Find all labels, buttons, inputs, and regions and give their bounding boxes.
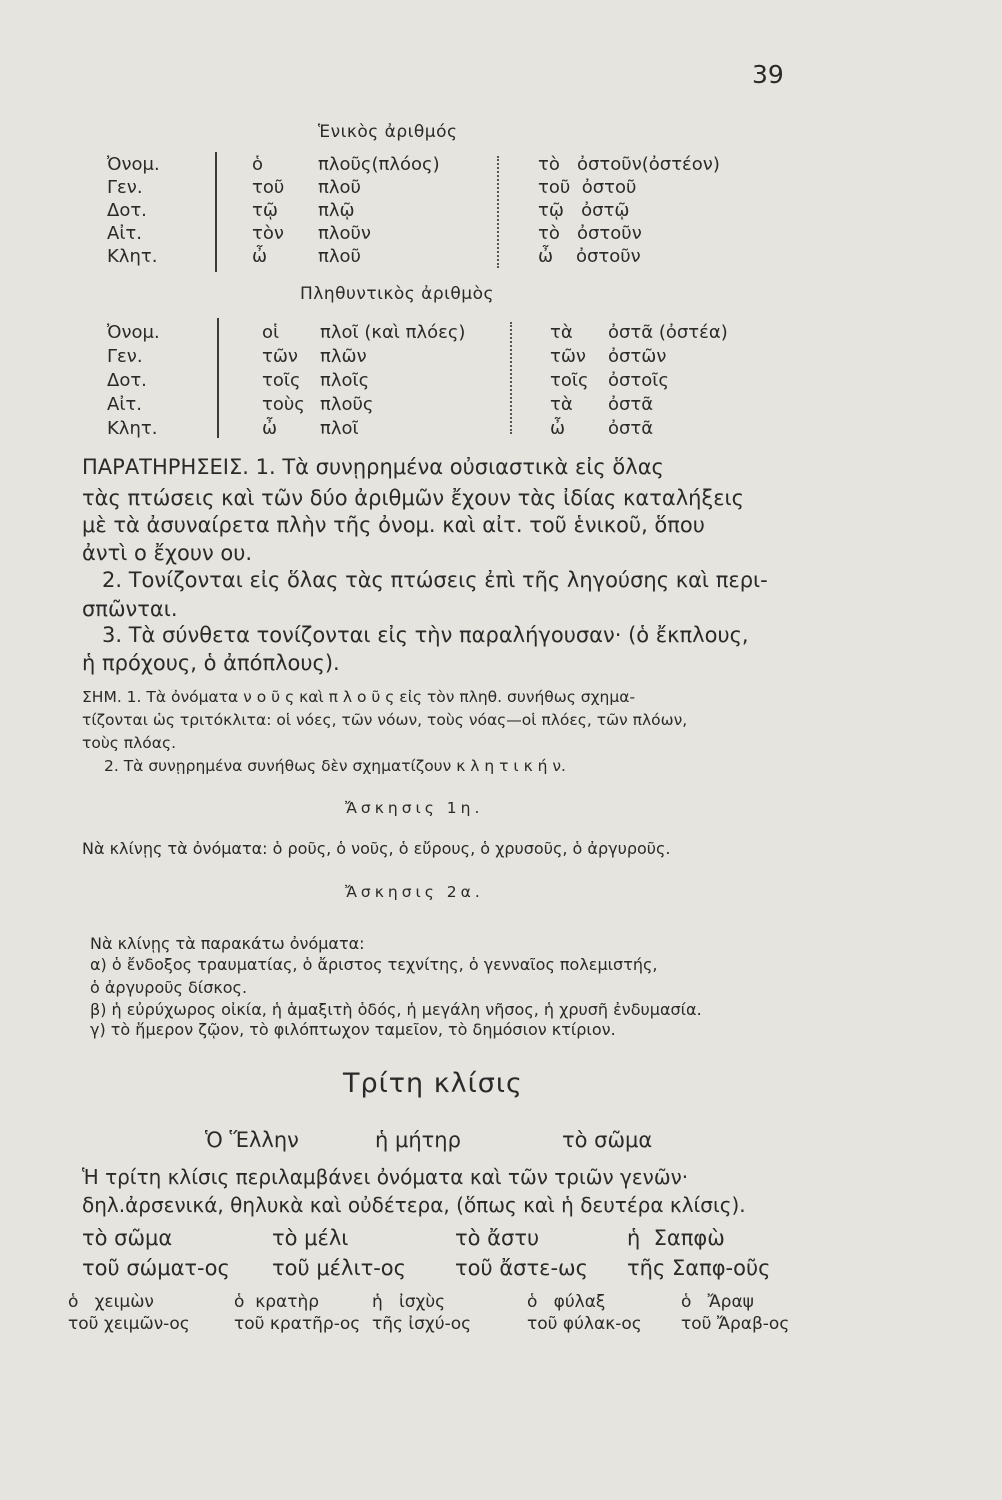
remarks-line: σπῶνται. bbox=[82, 597, 178, 621]
noun-form: πλοῦ bbox=[318, 246, 361, 267]
case-label: Δοτ. bbox=[107, 370, 147, 391]
remarks-line: μὲ τὰ ἀσυναίρετα πλὴν τῆς ὀνομ. καὶ αἰτ. τοῦ ἑνικοῦ, ὅπου bbox=[82, 513, 705, 537]
article: τοῦ bbox=[252, 177, 285, 198]
note-line: τίζονται ὡς τριτόκλιτα: οἱ νόες, τῶν νόων, τοὺς νόας—οἱ πλόες, τῶν πλόων, bbox=[82, 711, 688, 729]
genitive-form: τῆς Σαπφ-οῦς bbox=[627, 1256, 771, 1280]
case-label: Γεν. bbox=[107, 177, 143, 198]
case-label: Δοτ. bbox=[107, 200, 147, 221]
noun-form: ὀστᾶ bbox=[608, 418, 654, 439]
nominative-form: ἡ ἰσχὺς bbox=[372, 1292, 446, 1312]
article: τῷ bbox=[252, 200, 278, 221]
nominative-form: τὸ μέλι bbox=[272, 1226, 349, 1250]
noun-form: πλοῦ bbox=[318, 177, 361, 198]
article: τοῖς bbox=[262, 370, 301, 391]
article: τῶν bbox=[550, 346, 586, 367]
article: ὦ bbox=[252, 246, 268, 267]
article: τὸν bbox=[252, 223, 284, 244]
noun-form: ὀστοῖς bbox=[608, 370, 669, 391]
exercise-2-title: Ἄσκησις 2α. bbox=[345, 883, 484, 901]
article: οἱ bbox=[262, 322, 280, 343]
noun-form: πλοῦς(πλόος) bbox=[318, 154, 440, 175]
noun-form: πλῶν bbox=[320, 346, 367, 367]
article: τὰ bbox=[550, 394, 573, 415]
exercise-line: Νὰ κλίνῃς τὰ παρακάτω ὀνόματα: bbox=[90, 934, 365, 953]
nominative-form: τὸ ἄστυ bbox=[455, 1226, 540, 1250]
example-word: Ὁ Ἕλλην bbox=[205, 1128, 299, 1152]
example-word: ἡ μήτηρ bbox=[375, 1128, 461, 1152]
remarks-line: 2. Τονίζονται εἰς ὅλας τὰς πτώσεις ἐπὶ τῆς ληγούσης καὶ περι- bbox=[102, 568, 768, 592]
nominative-form: ὁ κρατὴρ bbox=[234, 1292, 320, 1312]
nominative-form: τὸ σῶμα bbox=[82, 1226, 173, 1250]
noun-form: ὀστῶν bbox=[608, 346, 667, 367]
genitive-form: τοῦ Ἄραβ-ος bbox=[681, 1314, 790, 1334]
article: τοῖς bbox=[550, 370, 589, 391]
case-label: Ὀνομ. bbox=[107, 322, 160, 343]
nominative-form: ἡ Σαπφὼ bbox=[627, 1226, 725, 1250]
article: ὦ bbox=[550, 418, 566, 439]
remarks-line: ἀντὶ ο ἔχουν ου. bbox=[82, 541, 253, 565]
genitive-form: τοῦ μέλιτ-ος bbox=[272, 1256, 406, 1280]
exercise-line: α) ὁ ἔνδοξος τραυματίας, ὁ ἄριστος τεχνίτης, ὁ γενναῖος πολεμιστής, bbox=[90, 955, 658, 974]
noun-form: ὦ ὀστοῦν bbox=[538, 246, 641, 267]
case-label: Γεν. bbox=[107, 346, 143, 367]
genitive-form: τῆς ἰσχύ-ος bbox=[372, 1314, 472, 1334]
exercise-line: β) ἡ εὐρύχωρος οἰκία, ἡ ἁμαξιτὴ ὁδός, ἡ μεγάλη νῆσος, ἡ χρυσῆ ἐνδυμασία. bbox=[90, 1000, 702, 1019]
noun-form: τοῦ ὀστοῦ bbox=[538, 177, 637, 198]
plural-title: Πληθυντικὸς ἀριθμὸς bbox=[300, 284, 494, 304]
noun-form: τὸ ὀστοῦν(ὀστέον) bbox=[538, 154, 720, 175]
genitive-form: τοῦ χειμῶν-ος bbox=[68, 1314, 190, 1334]
case-label: Ὀνομ. bbox=[107, 154, 160, 175]
section-title: Τρίτη κλίσις bbox=[343, 1068, 523, 1099]
case-label: Αἰτ. bbox=[107, 394, 142, 415]
nominative-form: ὁ φύλαξ bbox=[527, 1292, 606, 1312]
remarks-line: ἡ πρόχους, ὁ ἀπόπλους). bbox=[82, 651, 340, 675]
example-word: τὸ σῶμα bbox=[562, 1128, 653, 1152]
article: ὦ bbox=[262, 418, 278, 439]
exercise-1-title: Ἄσκησις 1η. bbox=[345, 799, 484, 817]
exercise-1-text: Νὰ κλίνῃς τὰ ὀνόματα: ὁ ροῦς, ὁ νοῦς, ὁ εὔρους, ὁ χρυσοῦς, ὁ ἀργυροῦς. bbox=[82, 839, 671, 858]
intro-line: δηλ.ἀρσενικά, θηλυκὰ καὶ οὐδέτερα, (ὅπως καὶ ἡ δευτέρα κλίσις). bbox=[82, 1193, 746, 1217]
page-number: 39 bbox=[752, 60, 784, 89]
note-line: 2. Τὰ συνῃρημένα συνήθως δὲν σχηματίζουν κ λ η τ ι κ ή ν. bbox=[104, 757, 566, 775]
remarks-line: τὰς πτώσεις καὶ τῶν δύο ἀριθμῶν ἔχουν τὰς ἰδίας καταλήξεις bbox=[82, 486, 744, 510]
intro-line: Ἡ τρίτη κλίσις περιλαμβάνει ὀνόματα καὶ τῶν τριῶν γενῶν· bbox=[82, 1165, 689, 1189]
genitive-form: τοῦ σώματ-ος bbox=[82, 1256, 230, 1280]
singular-title: Ἑνικὸς ἀριθμός bbox=[318, 122, 458, 142]
remarks-line: 3. Τὰ σύνθετα τονίζονται εἰς τὴν παραλήγουσαν· (ὁ ἔκπλους, bbox=[102, 623, 749, 647]
case-label: Αἰτ. bbox=[107, 223, 142, 244]
article: ὁ bbox=[252, 154, 264, 175]
noun-form: πλοῖ (καὶ πλόες) bbox=[320, 322, 466, 343]
noun-form: πλοῖς bbox=[320, 370, 370, 391]
article: τοὺς bbox=[262, 394, 305, 415]
nominative-form: ὁ χειμὼν bbox=[68, 1292, 154, 1312]
noun-form: ὀστᾶ bbox=[608, 394, 654, 415]
exercise-line: γ) τὸ ἥμερον ζῷον, τὸ φιλόπτωχον ταμεῖον, τὸ δημόσιον κτίριον. bbox=[90, 1020, 616, 1039]
article: τῶν bbox=[262, 346, 298, 367]
genitive-form: τοῦ ἄστε-ως bbox=[455, 1256, 588, 1280]
case-label: Κλητ. bbox=[107, 246, 158, 267]
case-label: Κλητ. bbox=[107, 418, 158, 439]
noun-form: πλῷ bbox=[318, 200, 355, 221]
noun-form: τὸ ὀστοῦν bbox=[538, 223, 642, 244]
noun-form: πλοῦς bbox=[320, 394, 374, 415]
note-line: ΣΗΜ. 1. Τὰ ὀνόματα ν ο ῦ ς καὶ π λ ο ῦ ς εἰς τὸν πληθ. συνήθως σχημα- bbox=[82, 688, 636, 706]
noun-form: ὀστᾶ (ὀστέα) bbox=[608, 322, 728, 343]
exercise-line: ὁ ἀργυροῦς δίσκος. bbox=[90, 978, 248, 997]
remarks-line: ΠΑΡΑΤΗΡΗΣΕΙΣ. 1. Τὰ συνῃρημένα οὐσιαστικὰ εἰς ὅλας bbox=[82, 455, 664, 479]
note-line: τοὺς πλόας. bbox=[82, 734, 177, 752]
article: τὰ bbox=[550, 322, 573, 343]
nominative-form: ὁ Ἄραψ bbox=[681, 1292, 754, 1312]
noun-form: πλοῖ bbox=[320, 418, 359, 439]
genitive-form: τοῦ κρατῆρ-ος bbox=[234, 1314, 361, 1334]
genitive-form: τοῦ φύλακ-ος bbox=[527, 1314, 642, 1334]
noun-form: πλοῦν bbox=[318, 223, 371, 244]
noun-form: τῷ ὀστῷ bbox=[538, 200, 630, 221]
